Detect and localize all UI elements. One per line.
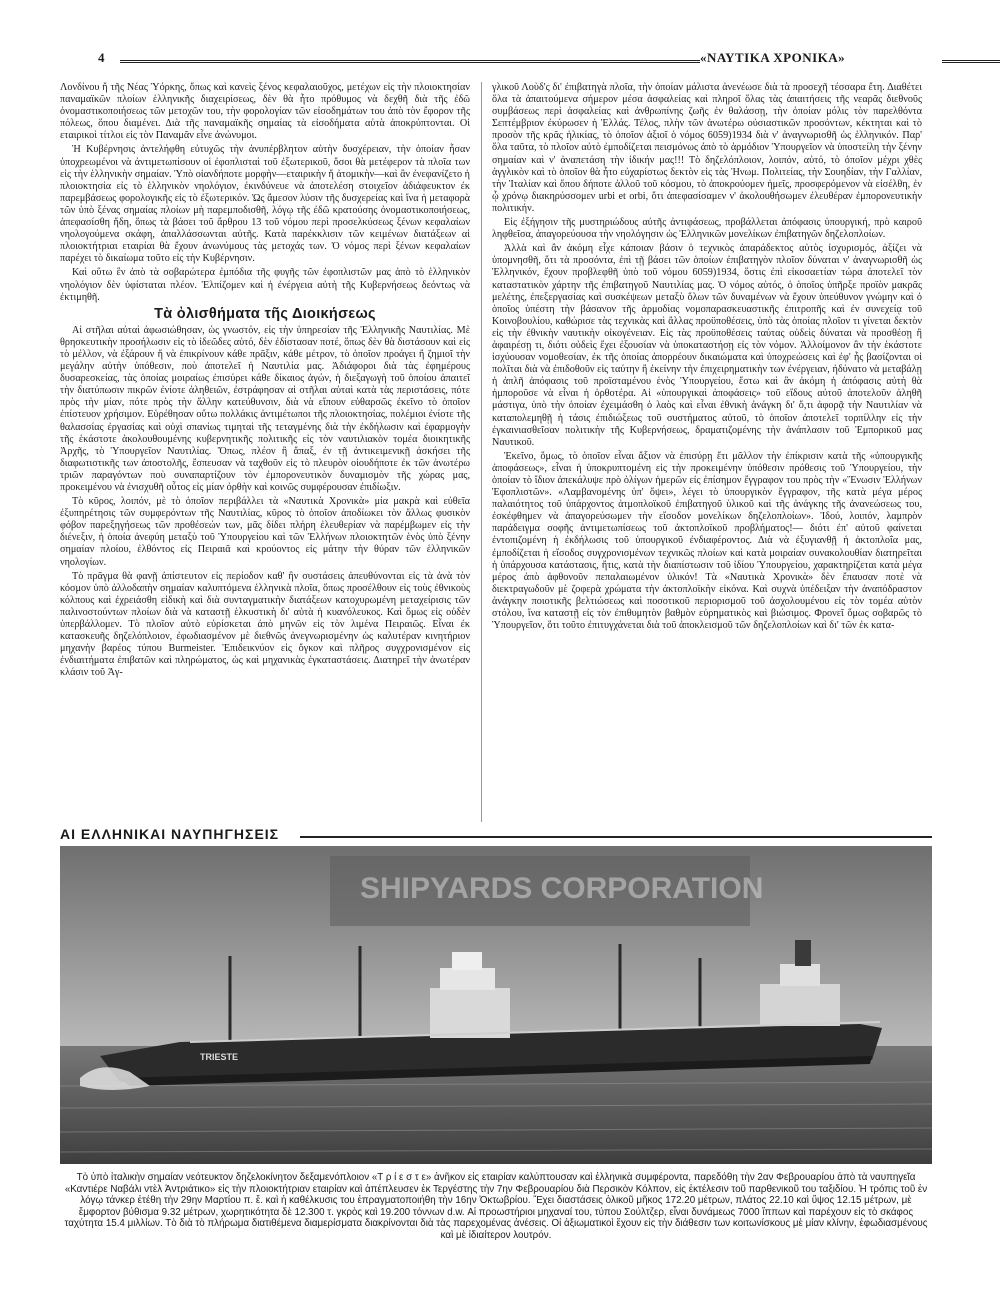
article-subheading: Τὰ ὀλισθήματα τῆς Διοικήσεως — [154, 305, 376, 322]
right-paragraph-1: γλικοῦ Λοὺδ'ς δι' ἐπιβατηγὰ πλοῖα, τὴν ὁποίαν μάλιστα ἀνενέωσε διὰ τὰ προσεχῆ τέσσαρα ἔτη. Διαθέτει ὅλα τὰ ἀπαιτούμενα σήμερον μέσα ἀσφαλείας καὶ πληροῖ ὅλας τὰς ἀπαιτήσεις τῆς νεαρᾶς διεθνοῦς συμβάσεως περὶ ἀσφαλείας καὶ ἀνθρωπίνης ζωῆς ἐν θαλάσσῃ, τὴν ὁποίαν μόλις τὸν παρελθόντα Σεπτέμβριον ἐκύρωσεν ἡ Ἑλλάς. Τέλος, πλὴν τῶν ἀνωτέρω οὐσιαστικῶν προσόντων, κέκτηται καὶ τὸ προσὸν τῆς κρᾶς ἡλικίας, τὸ ὁποῖον ἀξιοῖ ὁ νόμος 6059)1934 διὰ ν' ἀναγνωρισθῆ ὡς ἑλληνικόν. Παρ' ὅλα ταῦτα, τὸ πλοῖον αὐτὸ ἐμποδίζεται πεισμόνως ἀπὸ τὸ ἁρμόδιον Ὑπουργεῖον νὰ ὑποστείλη τὴν ξένην σημαίαν καὶ ν' ἀναπετάση τὴν ἰδικήν μας!!! Τὸ δηζελόπλοιον, λοιπόν, αὐτό, τὸ ὁποῖον μέχρι χθὲς ἀγγλικὸν καὶ τὸ ὁποῖον θὰ ἦτο εὐχαρίστως δεκτὸν εἰς τὰς Ἡνωμ. Πολιτείας, τὴν Σουηδίαν, τὴν Γαλλίαν, τὴν Ἰταλίαν καὶ ὅπου δήποτε ἀλλοῦ τοῦ κόσμου, τὸ ἀποκρούομεν ἡμεῖς, προσφερόμενον νὰ εἰσέλθη, ἐν ᾧ χρόνῳ διακηρύσσομεν urbi et orbi, ὅτι ἀπεφασίσαμεν ν' ἀκολουθήσωμεν ἐλευθέραν ἐμπορονευτικὴν πολιτικήν. — [492, 82, 922, 214]
right-paragraph-2: Εἰς ἐξήγησιν τῆς μυστηριώδους αὐτῆς ἀντιφάσεως, προβάλλεται ἀπόφασις ὑπουργική, πρὸ καιροῦ ληφθεῖσα, ἀπαγορεύουσα τὴν νηολόγησιν ὡς Ἑλληνικῶν μονελίκων ἐπιβατηγῶν δηζελοπλοίων. — [492, 217, 922, 241]
tanker-photo — [60, 846, 932, 1164]
left-paragraph-1: Λονδίνου ἤ τῆς Νέας Ὑόρκης, ὅπως καὶ κανεὶς ξένος κεφαλαιοῦχος, μετέχων εἰς τὴν πλοιοκτησίαν παναμαϊκῶν πλοίων ἑλληνικῆς διαχειρίσεως, δὲν θὰ ἦτο πρόθυμος νὰ δεχθῆ διὰ τῆς ἐδῶ ὀνομαστικοποιήσεως τῶν μετοχῶν του, τὴν φορολογίαν τῶν εἰσοδημάτων του ἀπὸ τὸν ἔφορον τῆς πόλεως, ὅπου διαμένει. Διὰ τῆς παναμαϊκῆς σημαίας τὰ εἰσοδήματα αὐτὰ ἀποκρύπτονται. Οἱ εταιρικοὶ τίτλοι εἰς τὸν Παναμᾶν εἶνε ἀνώνυμοι. — [60, 82, 470, 142]
masthead-title: «ΝΑΥΤΙΚΑ ΧΡΟΝΙΚΑ» — [700, 50, 846, 65]
left-paragraph-6: Τὸ πρᾶγμα θὰ φανῇ ἀπίστευτον εἰς περίοδον καθ' ἣν συστάσεις ἀπευθύνονται εἰς τὰ ἀνὰ τὸν κόσμον ὑπὸ ἀλλοδαπὴν σημαίαν καλυπτόμενα ἑλληνικὰ πλοῖα, ὅπως προσέλθουν εἰς τοὺς ἐθνικοὺς κόλπους καὶ ἐχρειάσθη εἰδικὴ καὶ διὰ συνταγματικὴν διατάξεων κατοχυρωμένη μεταχείρισις τῶν παλινοστούντων πλοίων διὰ νὰ καταστῇ ἑλκυστικὴ δι' αὐτὰ ἡ κυανόλευκος. Καὶ ὅμως εἰς οὐδὲν ὑπερβάλλομεν. Τὸ πλοῖον αὐτὸ εὑρίσκεται ἀπὸ μηνῶν εἰς τὸν λιμένα Πειραιῶς. Εἶναι ἐκ κατασκευῆς δηζελόπλοιον, ἐφωδιασμένον μὲ διεθνῶς ἀνεγνωρισμένην ὡς καλυτέραν κινητήριον μηχανὴν βαρέος τύπου Burmeister. Ἐπιδεικνύον εἰς ὄγκον καὶ πλῆρος συγχρονισμένον εἰς ἐνδιαιτήματα ἐπιβατῶν καὶ πληρώματος, ὡς καὶ μηχανικὰς ἐγκαταστάσεις. Διατηρεῖ τὴν ἀνωτέραν κλάσιν τοῦ Ἀγ- — [60, 570, 470, 679]
left-paragraph-3: Καὶ οὕτω ἓν ἀπὸ τὰ σοβαρώτερα ἐμπόδια τῆς φυγῆς τῶν ἐφοπλιστῶν μας ἀπὸ τὸ ἑλληνικὸν νηολόγιον δὲν ὑφίσταται πλέον. Ἐλπίζομεν καὶ ἡ ἐνέργεια αὐτὴ τῆς Κυβερνήσεως δεόντως νὰ ἐκτιμηθῆ. — [60, 267, 470, 303]
photo-caption: Τὸ ὑπὸ ἰταλικὴν σημαίαν νεότευκτον δηζελοκίνητον δεξαμενόπλοιον «Τ ρ ί ε σ τ ε» ἀνῆκον εἰς εταιρίαν καλύπτουσαν καὶ ἑλληνικὰ συμφέροντα, παρεδόθη τὴν 2αν Φεβρουαρίου ἀπὸ τὰ ναυπηγεῖα «Καντιέρε Ναβάλι ντὲλ Ἀντριάτικο» εἰς τὴν πλοιοκτήτριαν εταιρίαν καὶ ἀπέπλευσεν ἐκ Τεργέστης τὴν 7ην Φεβρουαρίου διὰ Περσικὸν Κόλπον, εἰς ἐκτέλεσιν τοῦ παρθενικοῦ του ταξιδίου. Ἡ τρόπις τοῦ ἐν λόγῳ τάνκερ ἐτέθη τὴν 29ην Μαρτίου π. ἔ. καὶ ἡ καθέλκυσις του ἐπραγματοποιήθη τὴν 16ην Ὀκτωβρίου. Ἔχει διαστάσεις ὁλικοῦ μῆκος 172.20 μέτρων, πλάτος 22.10 καὶ ὕψος 12.15 μέτρων, μὲ ἔμφορτον βύθισμα 9.32 μέτρων, χωρητικότητα δὲ 12.300 τ. γκρὸς καὶ 19.200 τόννων d.w. Αἱ προωστήριοι μηχαναί του, τύπου Σούλτζερ, εἶναι δυνάμεως 7000 ἵππων καὶ παρέχουν εἰς τὸ σκάφος ταχύτητα 15.4 μιλλίων. Τὸ διὰ τὸ πλήρωμα διατιθέμενα διαμερίσματα διακρίνονται διὰ τὰς παρεχομένας ἀνέσεις. Οἱ ἀξιωματικοὶ ἔχουν εἰς τὴν διάθεσιν των κοιτωνίσκους μὲ μίαν κλίνην, ἐφωδιασμένους καὶ μὲ ἰδιαίτερον λουτρόν. — [64, 1172, 928, 1241]
header-rule-right — [942, 60, 1000, 63]
header-rule-left — [120, 60, 700, 63]
right-paragraph-4: Ἐκεῖνο, ὅμως, τὸ ὁποῖον εἶναι ἄξιον νὰ ἐπισύρῃ ἔτι μᾶλλον τὴν ἐπίκρισιν κατὰ τῆς «ὑπουργικῆς ἀποφάσεως», εἶναι ἡ ὑποκρυπτομένη εἰς τὴν προκειμένην ὑπόθεσιν πρόθεσις τοῦ Ὑπουργείου, τὴν ὁποίαν τὸ ἴδιον ἀπεκάλυψε πρὸ ὀλίγων ἡμερῶν εἰς ἐπίσημον ἔγγραφον του πρὸς τὴν «Ἕνωσιν Ἑλλήνων Ἐφοπλιστῶν». «Λαμβανομένης ὑπ' ὄψει», λέγει τὸ ὑπουργικὸν ἔγγραφον, τῆς κατὰ μέγα μέρος παλαιότητος τοῦ ὑπάρχοντος ἀτμοπλοϊκοῦ ἐπιβατηγοῦ ὑλικοῦ καὶ τῆς ἀνάγκης τῆς ἀνανεώσεως του, ἐσκέφθημεν νὰ ἀπαγορεύσωμεν τὴν εἴσοδον μονελίκων δηζελοπλοίων». Ἰδού, λοιπόν, λαμπρὸν παράδειγμα σοφῆς ἀντιμετωπίσεως τοῦ ἀκτοπλοϊκοῦ προβλήματος!— διότι ἐπ' αὐτοῦ φαίνεται ἐντοπιζομένη ἡ ἐκδήλωσις τοῦ ὑπουργικοῦ ἐνδιαφέροντος. Διὰ νὰ ἐξυγιανθῇ ἡ ἀκτοπλοΐα μας, ἐμποδίζεται ἡ εἴσοδος συγχρονισμένων τεχνικῶς πλοίων καὶ κατὰ μοιραίαν συνακολουθίαν διατηρεῖται ἡ ὑπάρχουσα κατάστασις, ἤτις, κατὰ τὴν διαπίστωσιν τοῦ ἰδίου Ὑπουργείου, χαρακτηρίζεται κατὰ μέγα μέρος ἀπὸ ἀφθονοῦν πεπαλαιωμένον ὑλικόν! Τὰ «Ναυτικὰ Χρονικὰ» δὲν ἔπαυσαν ποτὲ νὰ διεκτραγωδοῦν μὲ ζοφερὰ χρώματα τὴν ἀκτοπλοϊκὴν εἰκόνα. Καὶ συχνὰ ὑπέδειξαν τὴν ἀναπόδραστον ἀνάγκην ποιοτικῆς βελτιώσεως καὶ ποσοτικοῦ περιορισμοῦ τοῦ ἀσχολουμένου εἰς τὸν τομέα αὐτὸν στόλου, ἵνα καταστῇ εἰς τὸν ἐπιθυμητὸν βαθμὸν εὐρηματικὸς καὶ βιώσιμος. Φρονεῖ ὅμως σοβαρῶς τὸ Ὑπουργεῖον, ὅτι τοῦτο ἐπιτυγχάνεται διὰ τοῦ ἀποκλεισμοῦ τῶν δηζελοπλοίων καὶ δι' τῶν ἐκ κατα- — [492, 450, 922, 632]
left-paragraph-5: Τὸ κῦρος, λοιπόν, μὲ τὸ ὁποῖον περιβάλλει τὰ «Ναυτικὰ Χρονικὰ» μία μακρὰ καὶ εὐθεῖα ἐξυπηρέτησις τῶν συμφερόντων τῆς Ναυτιλίας, κῦρος τὸ ὁποῖον ἀποδίωκει τὸν ἄλλως φυσικὸν φόβον παρεξηγήσεως τῶν προθέσεών των, μᾶς δίδει πλήρη ἐλευθερίαν νὰ παρέμβωμεν εἰς τὴν διένεξιν, ἡ ὁποία ἀνεφύη μεταξὺ τοῦ Ὑπουργείου καὶ τῶν Ἑλλήνων πλοιοκτητῶν ἑνὸς ὑπὸ ξένην σημαίαν πλοίου, ἐλθόντος εἰς Πειραιᾶ καὶ κρούοντος εἰς μάτην τὴν θύραν τῶν ἑλληνικῶν νηολογίων. — [60, 496, 470, 568]
column-divider — [481, 82, 482, 822]
ship-hull-name: TRIESTE — [200, 1052, 239, 1062]
section-rule — [300, 836, 932, 838]
left-column — [60, 82, 470, 682]
background-sign-text: SHIPYARDS CORPORATION — [360, 872, 764, 905]
left-paragraph-2: Ἡ Κυβέρνησις ἀντελήφθη εὐτυχῶς τὴν ἀνυπέρβλητον αὐτὴν δυσχέρειαν, τὴν ὁποίαν ἦσαν ὑποχρεωμένοι νὰ ἀντιμετωπίσουν οἱ ἐφοπλισταὶ τοῦ ἐξωτερικοῦ, ὅσοι θὰ μετέφερον τὰ πλοῖα των εἰς τὴν ἑλληνικὴν σημαίαν. Ὑπὸ οἱανδήποτε μορφὴν—εταιρικὴν ἤ ἀτομικὴν—καὶ ἂν ἐνεφανίζετο ἡ πλοιοκτησία εἰς τὸ ἑλληνικὸν νηολόγιον, ἐκινδύνευε νὰ ἀποτελέση στοιχεῖον ἀδιάφευκτον ἐκ παρεμβάσεως φορολογικῆς εἰς τὸ ἐξωτερικόν. Ὡς ἄμεσον λύσιν τῆς δυσχερείας καὶ ἵνα ἡ μεταφορὰ τῶν ὑπὸ ξένας σημαίας πλοίων μὴ παρεμποδισθῆ, λόγῳ τῆς ἐδῶ κρατούσης ὀνομαστικοποιήσεως, ἀπεφασίσθη ἤδη, ὅπως τὰ βάσει τοῦ ἄρθρου 13 τοῦ νόμου περὶ προσελκύσεως ξένων κεφαλαίων νηολογούμενα σκάφη, ἀπαλλάσσωνται αὐτῆς. Κατὰ παρέκκλισιν τῶν κειμένων διατάξεων αἱ πλοιοκτήτριαι εταιρίαι θὰ ἔχουν ἀνωνύμους τὰς μετοχάς των. Ὁ νόμος περὶ ξένων κεφαλαίων παρέχει τὸ δικαίωμα τοῦτο εἰς τὴν Κυβέρνησιν. — [60, 144, 470, 265]
tanker-photo-illustration — [60, 846, 932, 1164]
background-sign — [330, 856, 763, 926]
right-column — [492, 82, 922, 634]
right-paragraph-3: Ἀλλὰ καὶ ἂν ἀκόμη εἶχε κάποιαν βάσιν ὁ τεχνικὸς ἀπαράδεκτος αὐτὸς ἰσχυρισμός, ἀξίζει νὰ ὑπομνησθῆ, ὅτι τὰ προσόντα, ἐπὶ τῇ βάσει τῶν ὁποίων ἐπιβατηγὸν πλοῖον δύναται ν' ἀναγνωρισθῆ ὡς Ἑλληνικόν, ἔχουν προβλεφθῆ ὑπὸ τοῦ νόμου 6059)1934, ὅστις ἐπὶ εἰκοσαετίαν τώρα ἀποτελεῖ τὸν καταστατικὸν χάρτην τῆς ἐπιβατηγοῦ Ναυτιλίας μας. Ὁ νόμος αὐτός, ὁ ὁποῖος ὑπῆρξε προϊὸν μακρᾶς μελέτης, ἐπεξεργασίας καὶ συσκέψεων μεταξὺ ὅλων τῶν δυναμένων νὰ ἔχουν ὑπεύθυνον γνώμην καὶ ὁ ὁποῖος ὑπέστη τὴν βάσανον τῆς ἁρμοδίας νομοπαρασκευαστικῆς ἐπιτροπῆς καὶ ἐν συνεχείᾳ τοῦ Κοινοβουλίου, καθώρισε τὰς τεχνικὰς καὶ ἄλλας προϋποθέσεις, ὑπὸ τὰς ὁποίας πλοῖον τι γίνεται δεκτὸν εἰς τὴν ἐθνικὴν ναυτικὴν οἰκογένειαν. Εἰς τὰς προϋποθέσεις ταύτας οὐδεὶς δύναται νὰ προσθέσῃ ἢ ἀφαιρέσῃ τι, διότι οὐδεὶς ἔχει ἐξουσίαν νὰ ὑποκαταστήσῃ εἰς τὸν νόμον. Ἀλλοίμονον ἂν τὴν ἑκάστοτε ἰσχύουσαν νομοθεσίαν, ἐκ τῆς ὁποίας ἀπορρέουν δικαιώματα καὶ ὑποχρεώσεις καὶ ἐφ' ἧς βασίζονται οἱ πολῖται διὰ νὰ ἐπιδοθοῦν εἰς ταύτην ἢ ἐκείνην τὴν ἐπιχειρηματικὴν των ἐνέργειαν, ἠδύνατο νὰ μεταβάλῃ ἡ ἁπλῆ ἀπόφασις τοῦ προϊσταμένου ἑνὸς Ὑπουργείου, ἔστω καὶ ἂν ἀκόμη ἡ ἀπόφασις αὐτὴ θὰ ἠμποροῦσε νὰ εἶναι ἡ ὀρθοτέρα. Αἱ «ὑπουργικαὶ ἀποφάσεις» τοῦ εἴδους αὐτοῦ ἀποτελοῦν ἀληθῆ μάστιγα, ὑπὸ τὴν ὁποίαν ἐχειμάσθη ὁ λαὸς καὶ εἶναι ἐθνικὴ ἀνάγκη δι' ὅ,τι ἀφορᾷ τὴν Ναυτιλίαν νὰ καταπολεμηθῇ ἡ τάσις ἐπιδιώξεως τοῦ συστήματος αὐτοῦ, τὸ ὁποῖον ἀποτελεῖ τορπίλλην εἰς τὴν ἐγκαινιασθεῖσαν πολιτικὴν τῆς Κυβερνήσεως, δραματιζομένης τὴν ἀνάπλασιν τοῦ Ἐμπορικοῦ μας Ναυτικοῦ. — [492, 243, 922, 448]
page-number: 4 — [98, 50, 105, 65]
section-title: ΑΙ ΕΛΛΗΝΙΚΑΙ ΝΑΥΠΗΓΗΣΕΙΣ — [60, 826, 280, 842]
page-header — [40, 44, 960, 72]
left-paragraph-4: Αἱ στῆλαι αὐταὶ ἀφωσιώθησαν, ὡς γνωστόν, εἰς τὴν ὑπηρεσίαν τῆς Ἑλληνικῆς Ναυτιλίας. Μὲ θρησκευτικὴν προσήλωσιν εἰς τὸ ἰδεῶδες αὐτό, δὲν ἐδίστασαν ποτέ, ὅπως δὲν θὰ διστάσουν καὶ εἰς τὸ μέλλον, νὰ ἐξάρουν ἤ νὰ ἐπικρίνουν κάθε πρᾶξιν, κάθε μέτρον, τὸ ὁποῖον προάγει ἤ ζημιοῖ τὴν μεγάλην αὐτὴν ὑπόθεσιν, ποὺ ἀποτελεῖ ἡ Ναυτιλία μας. Ἀδιάφοροι διὰ τὰς ἐφημέρους δυσαρεσκείας, τὰς ὁποίας μοιραίως ἐπισύρει κάθε δίκαιος ἀγών, ἡ διεξαγωγὴ τοῦ ὁποίου ἀπαιτεῖ τὴν διατύπωσιν πικρῶν ἐνίοτε ἀληθειῶν, ἐστράφησαν αἱ στῆλαι αὐταὶ κατὰ τὰς περιστάσεις, πότε πρὸς τὴν μίαν, πότε πρὸς τὴν ἄλλην κατεύθυνσιν, διὰ νὰ εἴπουν εὐθαρσῶς ἐκεῖνο τὸ ὁποῖον ἐπίστευον χρήσιμον. Εὑρέθησαν οὕτω πολλάκις ἀντιμέτωποι τῆς πλοιοκτησίας, πολέμιοι ἐνίοτε τῆς θαλασσίας ἐργασίας καὶ οὐχὶ σπανίως τιμηταὶ τῆς τεταγμένης διὰ τὴν ἐκδήλωσιν καὶ ἐφαρμογὴν τῆς ἑκάστοτε ἀκολουθουμένης κυβερνητικῆς πολιτικῆς εἰς τὸν ναυτιλιακὸν τομέα διοικητικῆς Ἀρχῆς, τὸ Ὑπουργεῖον Ναυτιλίας. Ὅπως, πλέον ἢ ἅπαξ, ἐν τῇ ἀντικειμενικῇ ἀσκήσει τῆς διαφωτιστικῆς των ἀποστολῆς, ἔσπευσαν νὰ ταχθοῦν εἰς τὸ πλευρὸν οἱουδήποτε ἐκ τῶν ἀνωτέρω τριῶν παραγόντων ποὺ συναπαρτίζουν τὸν ἐμπορονευτικὸν δυναμισμὸν τῆς χώρας μας, προκειμένου νὰ ἐνισχυθῆ οὗτος εἰς μίαν ὀρθὴν καὶ κοινῶς συμφέρουσαν ἐπιδίωξιν. — [60, 324, 470, 493]
